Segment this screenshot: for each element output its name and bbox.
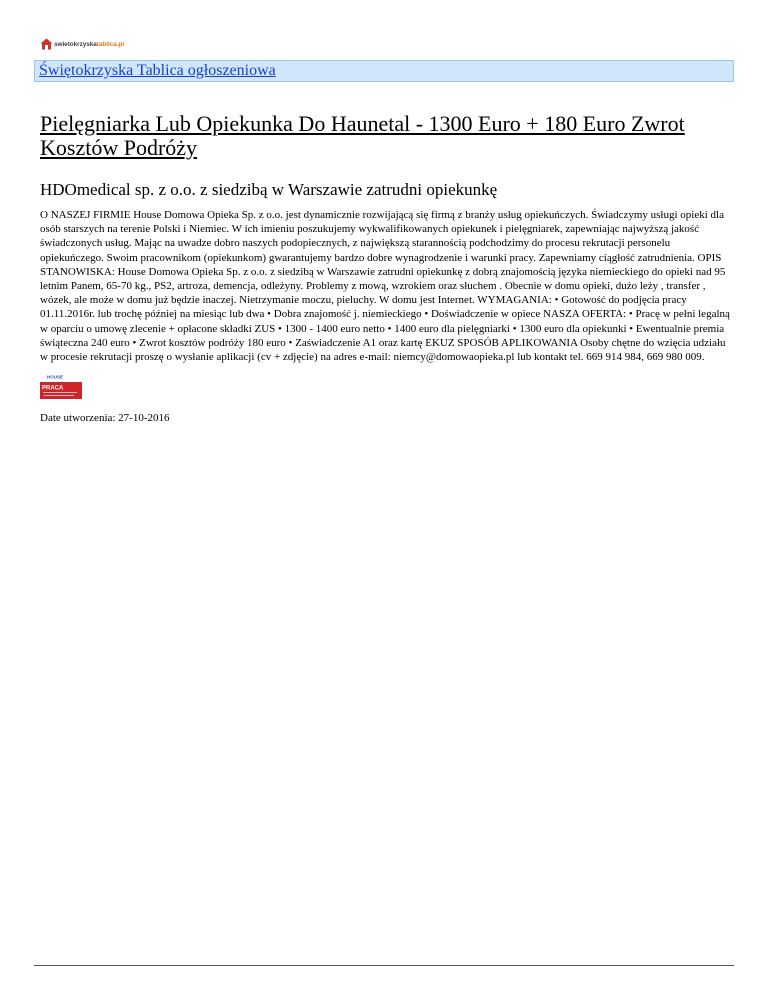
logo-text [54, 41, 124, 48]
logo-text-part2: tablica.pl [96, 40, 124, 48]
company-logo-image [40, 373, 82, 399]
ad-subtitle: HDOmedical sp. z o.o. z siedzibą w Warszawie zatrudni opiekunkę [40, 180, 498, 199]
badge-main-text: PRACA [42, 385, 64, 392]
site-logo[interactable] [40, 37, 124, 51]
creation-date: Date utworzenia: 27-10-2016 [40, 412, 170, 424]
site-home-link[interactable]: Świętokrzyska Tablica ogłoszeniowa [39, 62, 276, 79]
footer-divider [34, 965, 734, 966]
ad-title: Pielęgniarka Lub Opiekunka Do Haunetal - 1300 Euro + 180 Euro Zwrot Kosztów Podróży [40, 111, 685, 160]
ad-description: O NASZEJ FIRMIE House Domowa Opieka Sp. z o.o. jest dynamicznie rozwijającą się firmą z branży usług opiekuńczych. Świadczymy usługi opieki dla osób starszych na terenie Polski i Niemiec. W ich imieniu poszukujemy wykwalifikowanych opiekunek i pielęgniarek, zapewniając najwyższą jakość świadczonych usług. Mając na uwadze dobro naszych podopiecznych, z największą starannością podchodzimy do procesu rekrutacji personelu opiekuńczego. Swoim pracownikom (opiekunkom) gwarantujemy bardzo dobre wynagrodzenie i warunki pracy. Zapewniamy ciągłość zatrudnienia. OPIS STANOWISKA: House Domowa Opieka Sp. z o.o. z siedzibą w Warszawie zatrudni opiekunkę z dobrą znajomością języka niemieckiego do opieki nad 95 letnim Panem, 65-70 kg., PS2, artroza, demencja, odleżyny. Problemy z mową, wzrokiem oraz słuchem . Obecnie w domu opieki, dużo leży , transfer , wózek, ale może w domu już będzie inaczej. Nietrzymanie moczu, pieluchy. W domu jest Internet. WYMAGANIA: • Gotowość do podjęcia pracy 01.11.2016r. lub trochę później na miesiąc lub dwa • Dobra znajomość j. niemieckiego • Doświadczenie w opiece NASZA OFERTA: • Pracę w pełni legalną w oparciu o umowę zlecenie + opłacone składki ZUS • 1300 - 1400 euro netto • 1400 euro dla pielęgniarki • 1300 euro dla opiekunki • Ewentualnie premia świąteczna 240 euro • Zwrot kosztów podróży 180 euro • Zaświadczenie A1 oraz kartę EKUZ SPOSÓB APLIKOWANIA Osoby chętne do wzięcia udziału w procesie rekrutacji proszę o wysłanie aplikacji (cv + zdjęcie) na adres e-mail: niemcy@domowaopieka.pl lub kontakt tel. 669 914 984, 669 980 009. [40, 209, 730, 364]
badge-top-text: HOUSE [47, 374, 64, 380]
logo-text-part1: swietokrzyska [54, 40, 97, 48]
house-logo-icon [40, 38, 53, 50]
site-header-bar [34, 60, 734, 82]
